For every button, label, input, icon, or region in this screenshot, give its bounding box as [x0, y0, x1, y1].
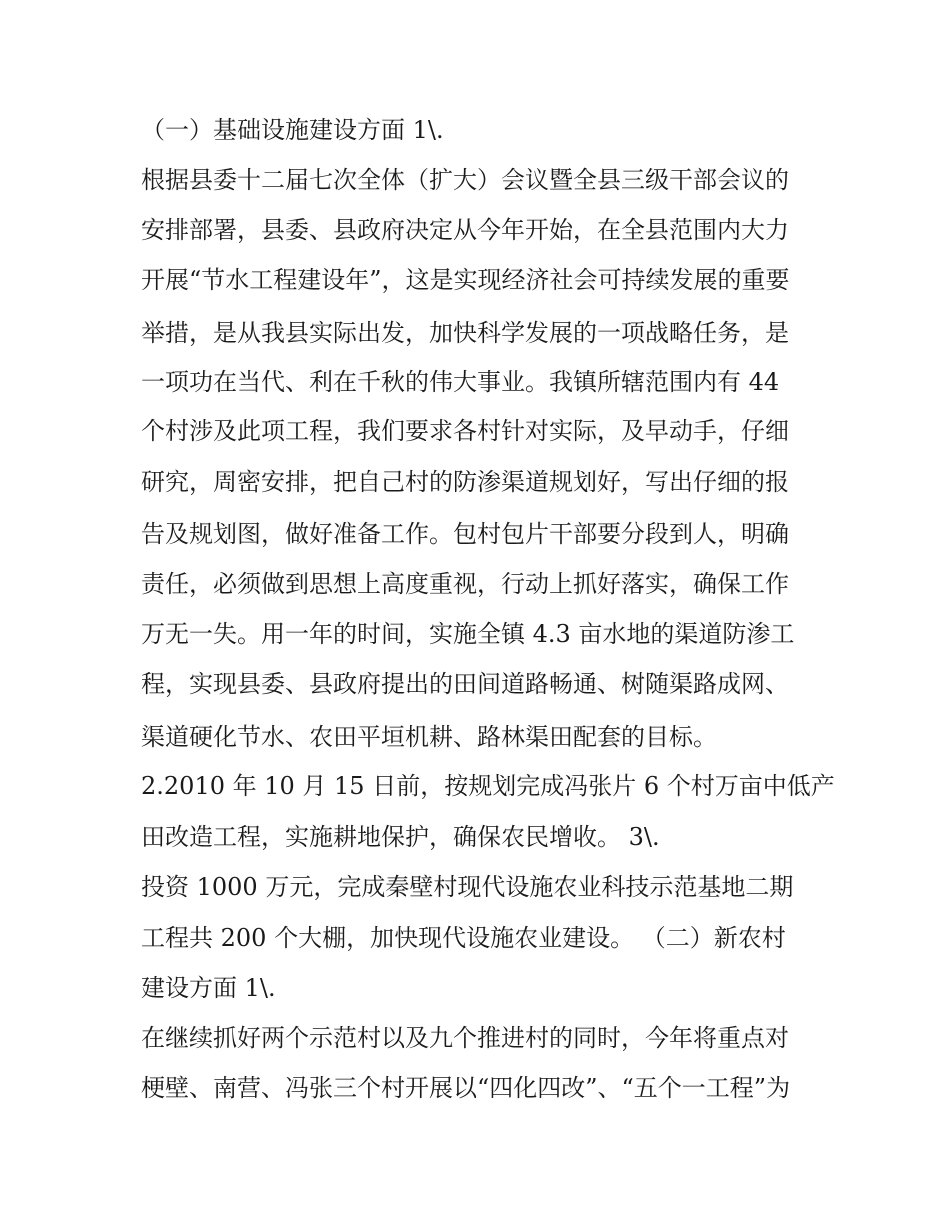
text-line-6: 一项功在当代、利在千秋的伟大事业。我镇所辖范围内有 44 — [141, 368, 780, 396]
text-line-13: 渠道硬化节水、农田平垣机耕、路林渠田配套的目标。 — [141, 723, 717, 751]
text-line-4: 开展“节水工程建设年”，这是实现经济社会可持续发展的重要 — [141, 266, 790, 294]
text-line-15: 田改造工程，实施耕地保护，确保农民增收。 3\. — [141, 823, 660, 851]
text-line-19: 在继续抓好两个示范村以及九个推进村的同时，今年将重点对 — [141, 1024, 789, 1052]
text-line-17: 工程共 200 个大棚，加快现代设施农业建设。 （二）新农村 — [141, 924, 786, 952]
text-line-2: 根据县委十二届七次全体（扩大）会议暨全县三级干部会议的 — [141, 166, 789, 194]
text-line-3: 安排部署，县委、县政府决定从今年开始，在全县范围内大力 — [141, 216, 789, 244]
text-line-7: 个村涉及此项工程，我们要求各村针对实际，及早动手，仔细 — [141, 417, 789, 445]
text-line-16: 投资 1000 万元，完成秦壁村现代设施农业科技示范基地二期 — [141, 873, 794, 901]
text-line-1: （一）基础设施建设方面 1\. — [141, 116, 444, 144]
text-line-8: 研究，周密安排，把自己村的防渗渠道规划好，写出仔细的报 — [141, 468, 789, 496]
text-line-18: 建设方面 1\. — [141, 974, 276, 1002]
text-line-11: 万无一失。用一年的时间，实施全镇 4.3 亩水地的渠道防渗工 — [141, 620, 795, 648]
text-line-20: 梗壁、南营、冯张三个村开展以“四化四改”、“五个一工程”为 — [141, 1074, 791, 1102]
text-line-9: 告及规划图，做好准备工作。包村包片干部要分段到人，明确 — [141, 520, 789, 548]
text-line-5: 举措，是从我县实际出发，加快科学发展的一项战略任务，是 — [141, 319, 789, 347]
text-line-14: 2.2010 年 10 月 15 日前，按规划完成冯张片 6 个村万亩中低产 — [141, 772, 835, 800]
text-line-12: 程，实现县委、县政府提出的田间道路畅通、树随渠路成网、 — [141, 670, 789, 698]
text-line-10: 责任，必须做到思想上高度重视，行动上抓好落实，确保工作 — [141, 570, 789, 598]
